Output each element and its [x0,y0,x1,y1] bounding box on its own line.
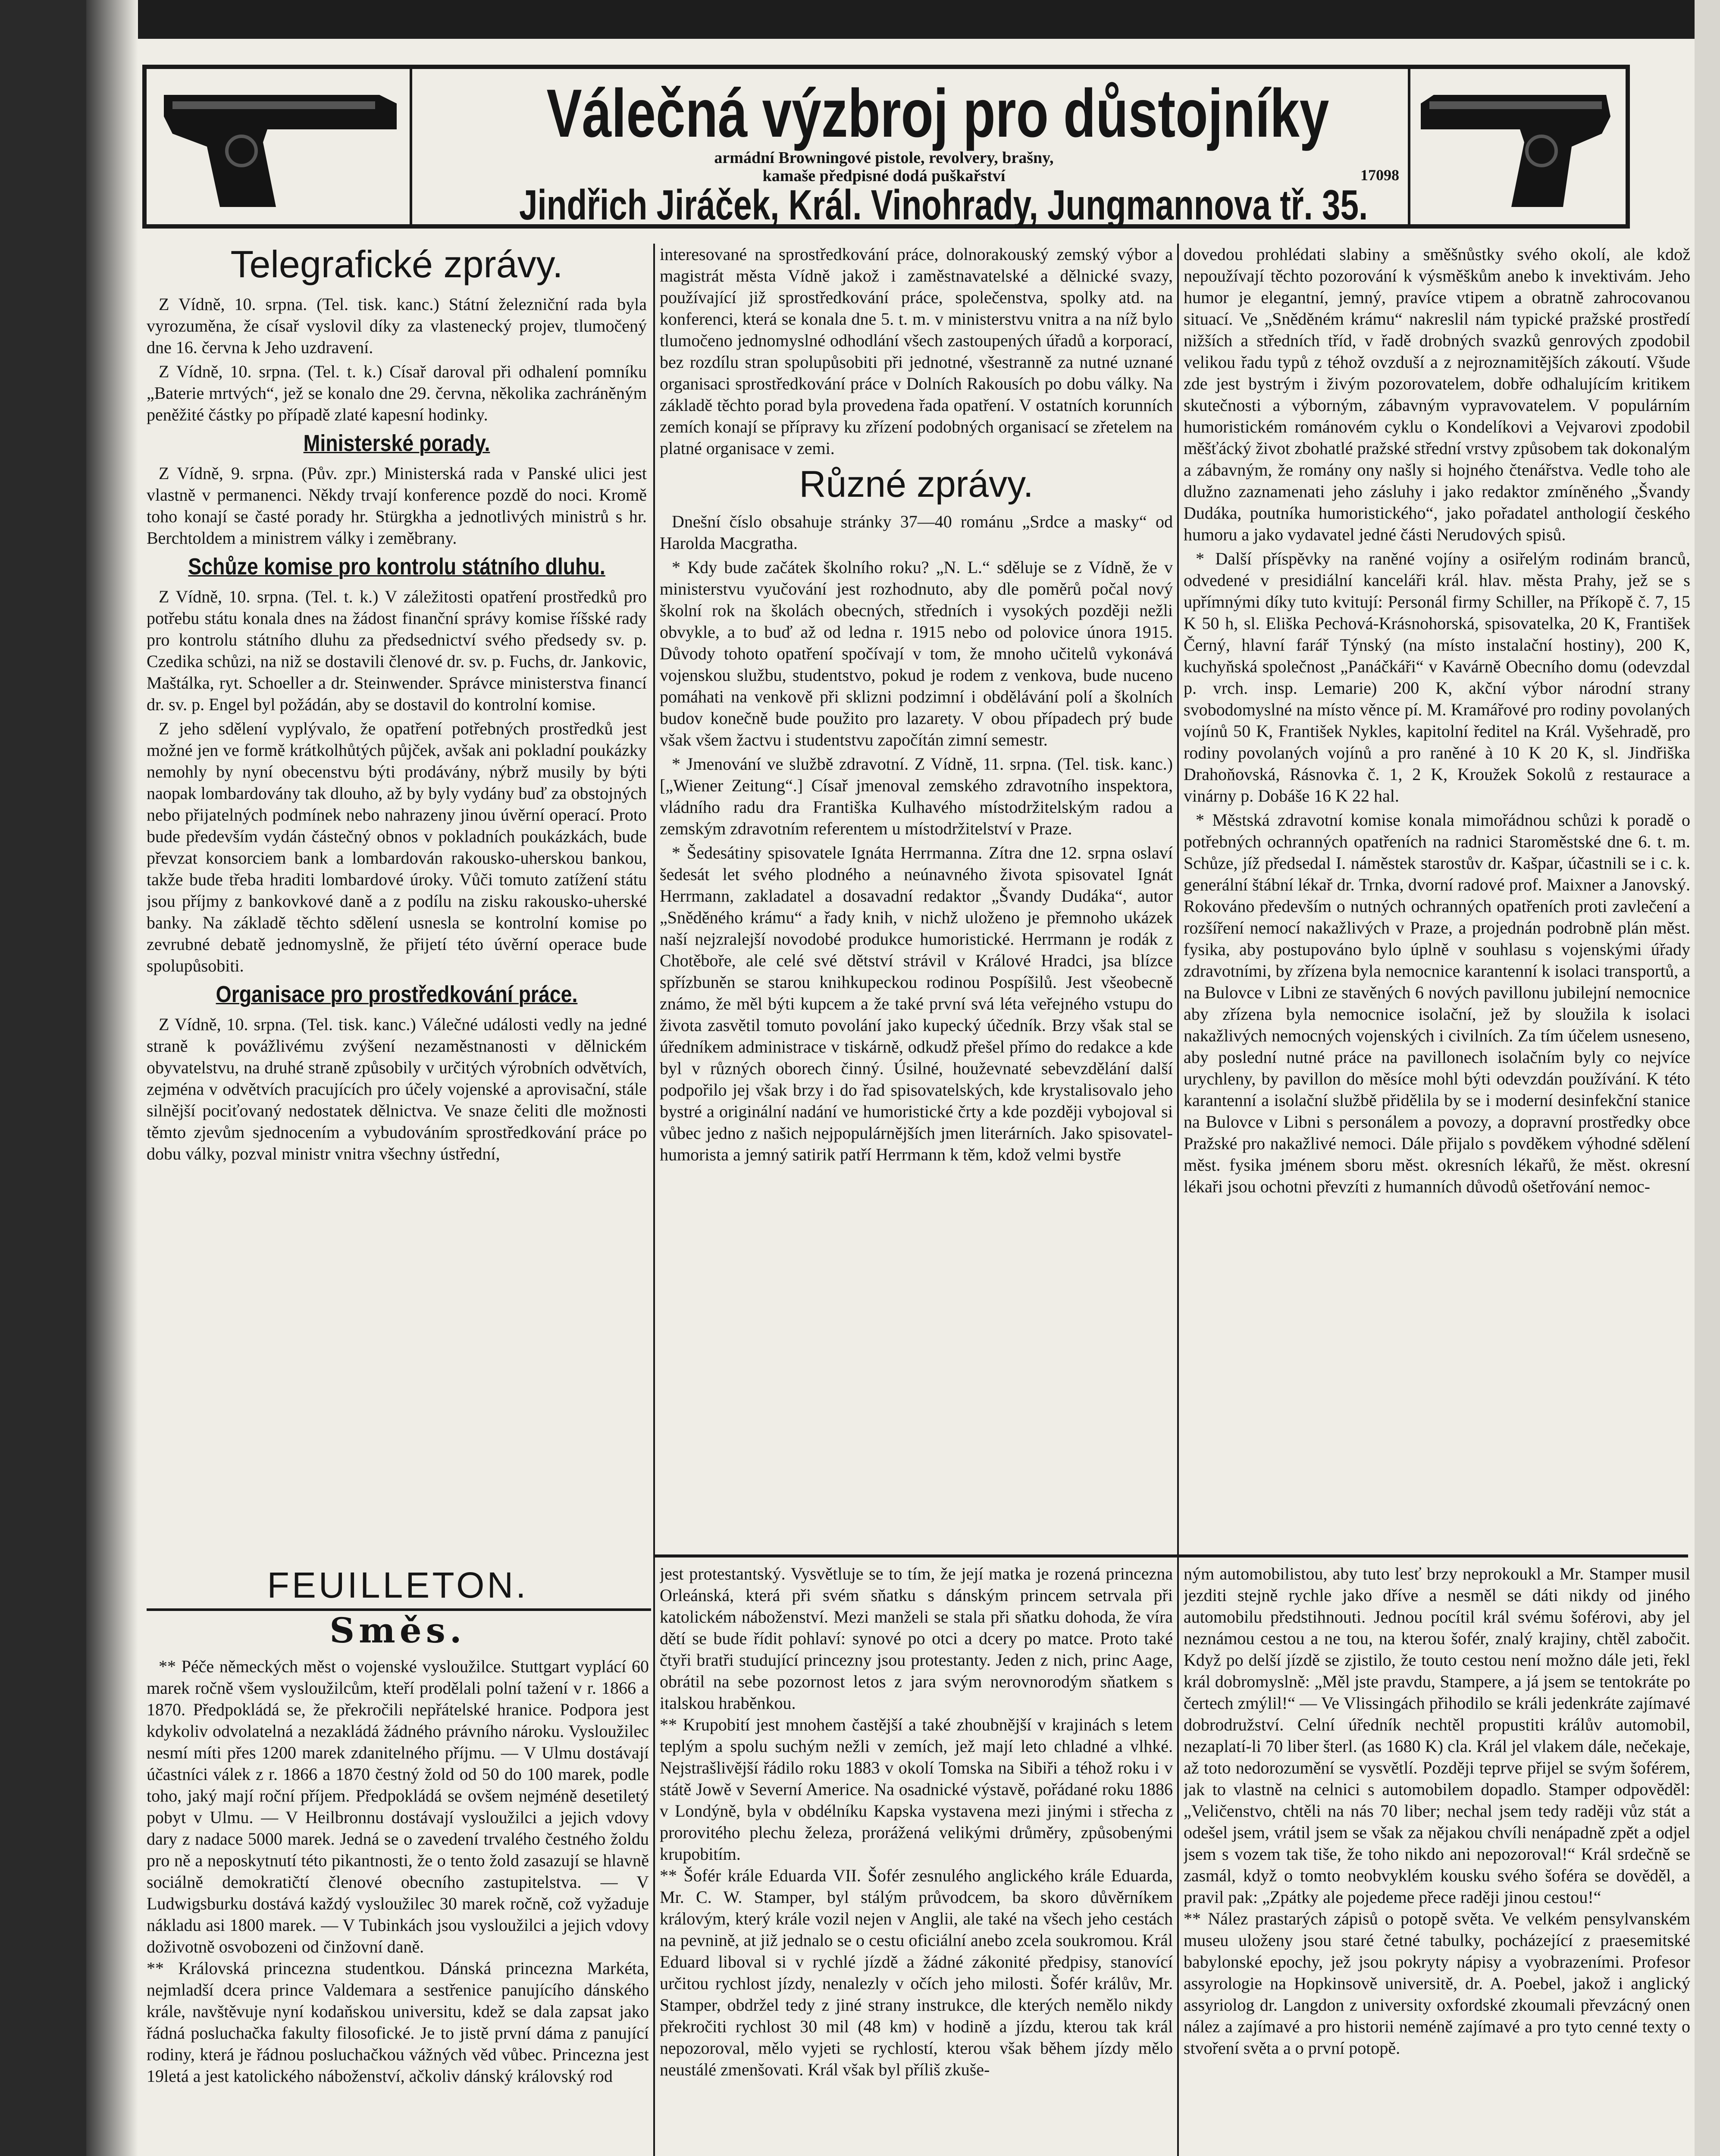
news-item: * Jmenování ve službě zdravotní. Z Vídně, 11. srpna. (Tel. tisk. kanc.) [„Wiener Zeitung“.] Císař jmenoval zemského zdravotního inspektora, vládního radu dra Františka Kulhavého místodržitelským radou a zemským zdravotním referentem u místodržitelství v Praze. [660,754,1173,838]
telegram-item: Z Vídně, 10. srpna. (Tel. tisk. kanc.) Státní železniční rada byla vyrozuměna, že císař vyslovil díky za vlastenecký projev, tlumočený dne 16. června k Jeho uzdravení. [147,295,647,357]
ad-border-top [142,65,1630,69]
telegram-item: Z Vídně, 10. srpna. (Tel. t. k.) Císař daroval při odhalení pomníku „Baterie mrtvých“, jež se konalo dne 29. června, několika zachráněným peněžité částky po případě zlaté kapesní hodinky. [147,362,647,424]
news-item: * Další příspěvky na raněné vojíny a osiřelým rodinám branců, odvedené v presidiální kanceláři král. hlav. města Prahy, jež se s upřímnými díky tuto kvitují: Personál firmy Schiller, na Příkopě č. 7, 15 K 50 h, sl. Eliška Pechová-Krásnohorská, spisovatelka, 20 K, František Černý, hlavní farář Týnský (na místo instalační hostiny), 200 K, kuchyňská společnost „Panáčkáři“ v Kavárně Obecního domu (odevzdal p. vrch. insp. Lemarie) 200 K, akční výbor národní strany svobodomyslné na místo věnce pí. M. Kramářové pro rodiny povolaných vojínů 50 K, František Nykles, kapitolní ředitel na Král. Vyšehradě, pro rodiny povolaných vojínů a pro raněné à 10 K 20 K, sl. Jindřiška Drahoňovská, Rásnovka č. 1, 2 K, Kroužek Sokolů z restaurace a vinárny p. Dobáše 16 K 22 hal. [1184,549,1690,805]
debt-article: Z Vídně, 10. srpna. (Tel. t. k.) V záležitosti opatření prostředků pro potřebu státu konala dnes na žádost finanční správy komise říšské rady pro kontrolu státního dluhu za předsednictví svého předsedy sv. p. Czedika schůzi, na niž se dostavili členové dr. sv. p. Fuchs, dr. Jankovic, Maštálka, ryt. Schoeller a dr. Steinwender. Správce ministerstva financí dr. sv. p. Engel byl požádán, aby se dostavil do kontrolní komise. [147,587,647,714]
feuilleton-column-1 [147,1561,649,2156]
column-rule-1 [653,244,655,1554]
scan-top-edge [0,0,1720,39]
ad-number: 17098 [1360,166,1399,184]
pistol-icon [1416,78,1619,216]
news-column-1 [147,244,647,1554]
debt-heading-text: Schůze komise pro kontrolu státního dluhu. [188,554,605,580]
ad-divider-left [410,69,412,224]
ministers-article: Z Vídně, 9. srpna. (Pův. zpr.) Ministerská rada v Panské ulici jest vlastně v permanenci. Někdy trvají konference pozdě do noci. Kromě toho konají se časté porady hr. Stürgkha a jednotlivých ministrů s hr. Berchtoldem a ministrem války i zeměbrany. [147,464,647,548]
pistol-icon [155,78,405,216]
labour-heading-text: Organisace pro prostředkování práce. [216,981,578,1007]
ad-border-right [1626,65,1630,229]
scan-left-shadow [86,0,138,2156]
news-item: * Městská zdravotní komise konala mimořádnou schůzi k poradě o potřebných ochranných opatřeních na radnici Staroměstské dne 6. t. m. Schůze, jíž předsedal I. náměstek starostův dr. Kašpar, účastnili se i c. k. generální štábní lékař dr. Trnka, dvorní radové prof. Maixner a Janovský. Rokováno především o nutných ochranných opatřeních proti zavlečení a rozšíření nemocí nakažlivých v Praze, a projednán podrobně plán měst. fysika, aby postupováno bylo úplně v souhlasu s vojenskými úřady zdravotními, by zřízena byla nemocnice karantenní k isolaci transportů, a na Bulovce v Libni ze stavěných 6 nových pavillonu jubilejní nemocnice aby zřízena byla nemocnice isolační, jež by sloužila k isolaci nakažlivých nemocných vojenských i civilních. Za tím účelem usneseno, aby poslední nutné práce na pavillonech isolačním byly co nejvíce urychleny, by pavillon do měsíce mohl býti odevzdán používání. K této karantenní a isolační službě přidělila by se i moderní desinfekční stanice na Bulovce v Libni s personálem a povozy, a dopravní prostředky obce Pražské pro nakažlivé nemoci. Dále přijalo s povděkem výhodné sdělení měst. fysika jménem sboru měst. okresních lékařů, že měst. okresní lékaři jsou ochotni převzíti z humanních důvodů ošetřování nemoc- [1184,810,1690,1196]
ad-address: Jindřich Jiráček, Král. Vinohrady, Jungmannova tř. 35. [519,181,1368,229]
ad-title: Válečná výzbroj pro důstojníky [546,75,1329,151]
ad-divider-right [1408,69,1410,224]
labour-heading [182,981,612,1008]
feuilleton-top-rule [653,1554,1688,1557]
news-item: * Kdy bude začátek školního roku? „N. L.“ sděluje se z Vídně, že v ministerstvu vyučování jest rozhodnuto, aby dle poměrů počal nový školní rok na školách obecných, středních i vysokých později nežli obvykle, a to buď až od ledna r. 1915 nebo od polovice února 1915. Důvody tohoto opatření spočívají v tom, že mnoho učitelů vykonává vojenskou službu, studentstvo, pokud je rodem z venkova, bude nuceno pomáhati na venkově při sklizni podzimní i obdělávání polí a školních budov konečně bude použito pro lazarety. V obou případech prý bude však všem žactvu i studentstvu započítán zimní semestr. [660,558,1173,749]
scan-right-edge [1695,0,1720,2156]
news-column-2 [660,244,1173,1554]
feuilleton-text: jest protestantský. Vysvětluje se to tím, že její matka je rozená princezna Orleánská, která při svém sňatku s dánským princem setrvala při katolickém náboženství. Mezi manželi se stala při sňatku dohoda, že víra dětí se bude řídit pohlaví: synové po otci a dcery po matce. Proto také čtyři bratři studující princezny jsou protestanty. Jeden z nich, princ Aage, obrátil na sebe pozornost letos z jara svým nerovnorodým sňatkem s italskou hraběnkou. ** Krupobití jest mnohem častější a také zhoubnější v krajinách s letem teplým a spolu suchým nežli v zemích, jež mají leto chladné a vlhké. Nejstrašlivější řádilo roku 1883 v okolí Tomska na Sibiři a téhož roku i v státě Jowě v Severní Americe. Na osadnické výstavě, pořádané roku 1886 v Londýně, byla v obdélníku Kapska vystavena mezi jinými i střecha z prorovitého plechu železa, prorážená velikými drůměry, způsobenými krupobitím. ** Šofér krále Eduarda VII. Šofér zesnulého anglického krále Eduarda, Mr. C. W. Stamper, byl stálým průvodcem, ba skoro důvěrníkem královým, který krále vozil nejen v Anglii, ale také na všech jeho cestách na pevnině, at již jednalo se o cestu oficiální anebo zcela soukromou. Král Eduard liboval si v rychlé jízdě a žádné zákonité předpisy, stanovící určitou rychlost jízdy, nenalezly v očích jeho milosti. Šofér králův, Mr. Stamper, obdržel tedy z jiné strany instrukce, dle kterých nemělo nikdy překročiti rychlost 30 mil (48 km) v hodině a jízdu, kterou tak král nepozoroval, mělo vyjeti se rychlostí, kterou však během jízdy mělo neustálé zmenšovati. Král však byl příliš zkuše- [660,1564,1173,2079]
feuilleton-heading: FEUILLETON. [267,1565,529,1605]
ad-subtitle-line1: armádní Browningové pistole, revolvery, brašny, [714,149,1054,167]
jubilee-continued: dovedou prohlédati slabiny a směšnůstky svého okolí, ale kdož nepoužívají těchto pozorování k výsměškům anebo k invektivám. Jeho humor je elegantní, jemný, pravíce vtipem a obratně zahrocovanou situací. Ve „Sněděném krámu“ nakreslil nám typické pražské prostředí nižších a středních tříd, v řadě drobných svazků genrových zpodobil velikou řadu typů z téhož ovzduší a z nejroznamitějších zákoutí. Všude zde jest bystrým i živým pozorovatelem, dobře odhalujícím kritikem skutečnosti a výborným, zábavným vypravovatelem. V populárním humoristickém románovém cyklu o Kondelíkovi a Vejvarovi zpodobil měšťácký život zbohatlé pražské střední vrstvy způsobem tak dokonalým a zábavným, že romány ony našly si hojného čtenářstva. Vedle toho ale dlužno zaznamenati jeho zásluhy i jako redaktor zmíněného „Švandy Dudáka, poutníka humoristického“, jako pořadatel anthologií českého humoru a jako vydavatel jedné části Nerudových spisů. [1184,244,1690,544]
ministers-heading [182,430,612,457]
feuilleton-column-2 [660,1563,1173,2156]
ministers-heading-text: Ministerské porady. [303,430,490,456]
debt-heading [182,553,612,580]
feuilleton-column-3 [1184,1563,1690,2156]
news-column-3 [1184,244,1690,1554]
labour-article: Z Vídně, 10. srpna. (Tel. tisk. kanc.) Válečné události vedly na jedné straně k povážlivému zvýšení nezaměstnanosti v dělnickém obyvatelstvu, na druhé straně způsobily v určitých výrobních odvětvích, zejména v odvětvích pracujících pro účely vojenské a aprovisační, stále silnější pociťovaný nedostatek dělnictva. Ve snaze čeliti dle možnosti těmto zjevům sjednocením a vybudováním sprostředkování práce po dobu války, pozval ministr vnitra všechny ústřední, [147,1015,647,1163]
feuilleton-text: ným automobilistou, aby tuto lesť brzy neprokoukl a Mr. Stamper musil jezditi stejně rychle jako dříve a nesměl se dáti nikdy od jiného automobilu předstihnouti. Jednou pocítil král svému šoférovi, aby jel neznámou cestou a ne tou, na kterou šofér, znalý krajiny, chtěl zabočit. Když po delší jízdě se zjistilo, že touto cestou není možno dále jeti, řekl král dobromyslně: „Měl jste pravdu, Stampere, a já jsem se tentokráte po čertech zmýlil!“ — Ve Vlissingách přihodilo se králi jedenkráte zajímavé dobrodružství. Celní úředník nechtěl propustiti králův automobil, nezaplatí-li 70 liber šterl. (as 1680 K) cla. Král jel vlakem dále, nečekaje, až toto nedorozumění se vysvětlí. Později teprve přijel se svým šoférem, jak to vlastně na celnici s automobilem dopadlo. Stamper odpověděl: „Veličenstvo, chtěli na nás 70 liber; nechal jsem tedy raději vůz stát a odešel jsem, vrátil jsem se však za nějakou chvíli nenápadně zpět a odjel jsem s vozem tak tiše, že toho nikdo ani nepozoroval!“ Král srdečně se zasmál, když o tomto neobvyklém kousku svého šoféra se dověděl, a pravil pak: „Zpátky ale pojedeme přece raději jinou cestou!“ ** Nález prastarých zápisů o potopě světa. Ve velkém pensylvanském museu uloženy jsou staré četné tabulky, pocházející z praesemitské babylonské epochy, jež jsou pokryty nápisy a vyobrazeními. Profesor assyrologie na Hopkinsově universitě, dr. A. Poebel, jakož i anglický assyriolog dr. Langdon z university oxfordské zkoumali převzácný onen nález a zajímavé a pro historii neméně zajímavé a pro tyto cenné texty o stvoření světa a o první potopě. [1184,1564,1690,2058]
scan-left-edge [0,0,86,2156]
feuilleton-rule-1 [653,1554,655,2156]
miscellany-heading: Směs. [329,1610,466,1651]
ad-subtitle [474,149,1294,185]
labour-article-continued: interesované na sprostředkování práce, dolnorakouský zemský výbor a magistrát města Vídně jakož i zaměstnavatelské a dělnické svazy, používající již sprostředkování práce, společenstva, spolky atd. na konferenci, která se konala dne 5. t. m. v ministerstvu vnitra a na níž bylo tlumočeno jednomyslné odhodlání všech zastoupených úřadů a korporací, bez rozdílu stran spolupůsobiti při jednotné, všestranně za nutné uznané organisaci sprostředkování práce v Dolních Rakousích po dobu války. Na základě těchto porad byla provedena řada opatření. V ostatních korunních zemích konají se přípravy ku zřízení podobných organisací se zřetelem na platné organisace v zemi. [660,244,1173,458]
news-item: * Šedesátiny spisovatele Ignáta Herrmanna. Zítra dne 12. srpna oslaví šedesát let svého plodného a neúnavného života spisovatel Ignát Herrmann, zakladatel a dosavadní redaktor „Švandy Dudáka“, autor „Sněděného krámu“ a řady knih, v nichž uloženo je přemnoho ukázek naší nejzralejší novodobé produkce humoristické. Herrmann je rodák z Chotěboře, ale celé své dětství strávil v Králové Hradci, jsa blízce spřízbuněn se starou knihkupeckou rodinou Pospíšilů. Jest všeobecně známo, že měl býti kupcem a že také první svá léta veřejného vstupu do života zasvětil tomuto povolání jako kupecký účedník. Brzy však stal se úředníkem administrace v tiskárně, odkudž přešel přímo do redakce a kde byl v různých oborech činný. Úsilné, houževnaté sebevzdělání další podpořilo jej však brzy i do řad spisovatelských, kde krystalisovalo jeho bystré a originální nadání ve humoristické črty a kde později vybojoval si vůbec jedno z našich nejpopulárnějších jmen literárních. Jako spisovatel-humorista a jemný satirik patří Herrmann k těm, kdož velmi bystře [660,843,1173,1164]
debt-article: Z jeho sdělení vyplývalo, že opatření potřebných prostředků jest možné jen ve formě krátkolhůtých půjček, avšak ani pokladní poukázky nemohly by nyní obecenstvu býti prodávány, nýbrž musily by býti naopak lombardovány tak dlouho, až by byly vydány buď za obstojných nebo přijatelných podmínek nebo nahrazeny jinou úvěrní operací. Proto bude především vydán částečný obnos v pokladních poukázkách, bude převzat konsorciem bank a lombardován rakousko-uherskou bankou, takže bude třeba hraditi lombardové úroky. Vůči tomuto zatížení státu jsou příjmy z bankovkové daně a z podílu na zisku rakousko-uherské banky. Na základě těchto sdělení usnesla se kontrolní komise po zevrubné debatě jednomyslně, že přijetí této úvěrní operace bude spolupůsobiti. [147,719,647,975]
telegrams-heading: Telegrafické zprávy. [230,244,563,285]
ad-border-left [142,65,147,229]
news-heading: Různé zprávy. [799,464,1034,505]
column-rule-2 [1177,244,1179,1554]
ad-subtitle-line2: kamaše předpisné dodá puškařství [762,167,1006,185]
feuilleton-rule-2 [1177,1554,1179,2156]
novel-notice: Dnešní číslo obsahuje stránky 37—40 románu „Srdce a masky“ od Harolda Macgratha. [660,512,1173,553]
feuilleton-text: ** Péče německých měst o vojenské vysloužilce. Stuttgart vyplácí 60 marek ročně všem vysloužilcům, kteří prodělali polní tažení v r. 1866 a 1870. Předpokládá se, že překročili nepřátelské hranice. Podpora jest kdykoliv odvolatelná a nezakládá žádného právního nároku. Vysloužilec nesmí míti přes 1200 marek zdanitelného příjmu. — V Ulmu dostávají účastníci válek z r. 1866 a 1870 čestný žold od 50 do 100 marek, podle toho, jaký mají roční příjem. Předpokládá se ovšem nejméně desetiletý pobyt v Ulmu. — V Heilbronnu dostávají vysloužilci a jejich vdovy dary z nadace 5000 marek. Jedná se o zavedení trvalého čestného žoldu pro ně a neposkytnutí této pikantnosti, že o tento žold zasazují se hlavně sociálně demokratičtí členové obecního zastupitelstva. — V Ludwigsburku dostává každý vysloužilec 30 marek ročně, což vyžaduje nákladu asi 1800 marek. — V Tubinkách jsou vysloužilci a jejich vdovy doživotně osvobozeni od činžovní daně. ** Královská princezna studentkou. Dánská princezna Markéta, nejmladší dcera prince Valdemara a sestřenice panujícího dánského krále, navštěvuje nyní kodaňskou universitu, kdež se dala zapsat jako řádná posluchačka fakulty filosofické. Je to jistě první dáma z panující rodiny, která je řádnou posluchačkou vážných věd vůbec. Princezna jest 19letá a jest katolického náboženství, ačkoliv dánský královský rod [147,1657,649,2086]
